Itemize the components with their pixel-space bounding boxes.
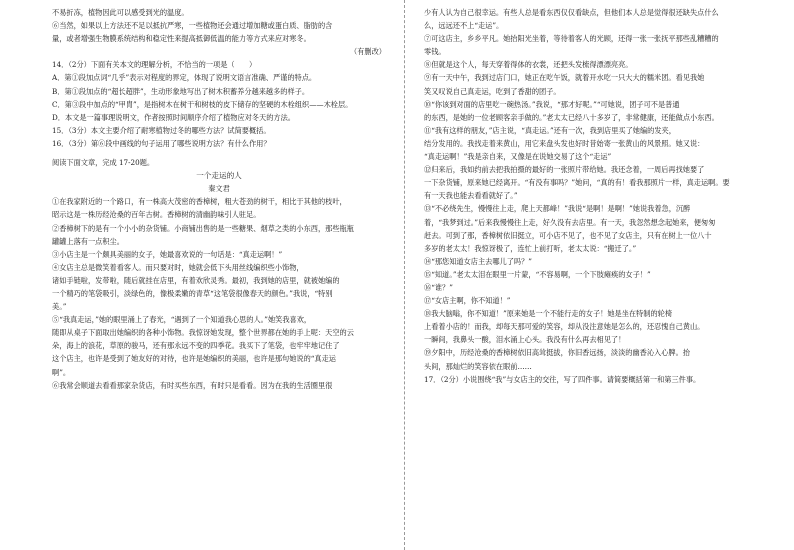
text-line: ⑱我大脑嗡，你不知道！”原来她是一个不能行走的女子！她是坐在特制的轮椅: [424, 309, 673, 319]
text-line: ②香樟树下的是有一个小小的杂货铺。小商铺出售的是一些糖果、烟草之类的小东西，那些瓶瓶: [52, 223, 354, 233]
right-column: [424, 6, 758, 386]
text-line: 赶去。可到了那，香樟树依旧挺立，可小店不见了，也不见了女店主，只有在树上一位八十: [424, 230, 712, 240]
text-line: 笑又叹说自己真走运，吃到了香甜的团子。: [424, 86, 561, 96]
text-line: D．本文是一篇事理说明文，作者按照时间顺序介绍了植物应对冬天的方法。: [52, 112, 295, 122]
text-line: 零钱。: [424, 47, 446, 57]
text-line: （有删改）: [350, 47, 386, 57]
text-line: 16．（3分）第⑥段中画线的句子运用了哪些说明方法？有什么作用？: [52, 138, 271, 148]
left-column: [52, 6, 386, 392]
text-line: ⑧但就是这个人，每天穿着得体的衣裳，还把头发梳得漂漂亮亮。: [424, 60, 633, 70]
text-line: ⑥当然，如果以上方法还不足以抵抗严寒，一些植物还会通过增加糖或蛋白质、脂肪的含: [52, 21, 333, 31]
text-line: 的东西，是她的一位老顾客亲手做的。”老太太已经八十多岁了，非常健康，还能做点小东西。: [424, 112, 719, 122]
text-line: 上看着小店的！而我，却每天那可爱的笑容，却从没注意她是怎么的，还忍愧自己黄山。: [424, 322, 705, 332]
text-line: A．第①段加点词“几乎”表示对程度的界定，体现了说明文语言准确、严谨的特点。: [52, 73, 317, 83]
text-line: 朵，海上的浪花，草原的骏马，还有那永远不变的四季花。我买下了笔袋，也牢牢地记住了: [52, 341, 340, 351]
text-line: ①在我家附近的一个路口，有一株高大茂密的香樟树，粗大苍劲的树干，相比于其他的枝叶，: [52, 197, 347, 207]
text-line: 这个店主，也许是受到了她友好的对待，也许是她编织的美丽，也许是那句她说的“真走运: [52, 354, 336, 364]
text-line: B．第①段加点的“超长超胖”，生动形象地写出了树木积蓄养分越来越多的样子。: [52, 86, 310, 96]
text-line: 多岁的老太太！我惊讶极了，连忙上前打听，老太太说：“搬迁了。”: [424, 243, 637, 253]
text-line: 一个精巧的笔袋吸引，淡绿色的，像极柔嫩的青草“这笔袋很像春天的颜色。”我说，“特别: [52, 288, 333, 298]
text-line: 着，“我梦到过。”后来我慢慢往上走，好久没有去店里。有一天，我忽然想念起她来，便匆匆: [424, 217, 716, 227]
text-line: “真走运啊！”我是亲自来，又像是在说她交易了这个“走运”: [424, 152, 612, 162]
text-line: 量，或者增强生物膜系统结构和稳定性来提高抵御低温的能力等方式来应对寒冬。: [52, 34, 311, 44]
text-line: 啊”。: [52, 367, 71, 377]
text-line: ⑯“谁？”: [424, 282, 453, 292]
text-line: 头间，那灿烂的笑容依在眼前……: [424, 361, 532, 371]
text-line: 17．（2分）小说围绕“我”与女店主的交往，写了四件事。请简要概括第一和第三件事。: [424, 374, 701, 384]
text-line: 15．（3分）本文主要介绍了耐寒植物过冬的哪些方法？试简要概括。: [52, 125, 271, 135]
text-line: ⑬“不必绕先生，慢慢往上走，爬上天都峰！”我说“是啊！是啊！”她说我着急，沉醉: [424, 204, 691, 214]
text-line: 诸如手链啦，发带啦，随后就挂在店里，有着欢欣灵秀。最初，我到她的店里，就被她编的: [52, 275, 340, 285]
text-line: 不易折冻，植物因此可以感受到光的温度。: [52, 8, 189, 17]
text-line: ⑨有一天中午，我到过店门口，她正在吃午饭，就着开水吃一只大大的糯米团。看见我她: [424, 73, 705, 83]
text-line: C．第③段中加点的“甲胄”，是指树木在树干和树枝的皮下储存的坚硬的木栓组织——木栓层。: [52, 99, 353, 109]
text-line: ⑤“我真走运，”她的眼里涌上了春光，“遇到了一个知道我心思的人。”她笑我喜欢，: [52, 315, 312, 325]
text-line: ⑭“那您知道女店主去哪儿了吗？”: [424, 256, 532, 266]
text-line: 一瞬间，我鼻头一酸，泪水涌上心头。我没有什么再去相见了！: [424, 335, 626, 345]
text-line: 少有人认为自己很幸运。有些人总是看东西仅仅看缺点，但他们本人总是觉得很还缺失点什么: [424, 8, 719, 17]
text-line: 美。”: [52, 302, 67, 312]
text-line: ⑫归来后，我如约前去把我拍摄的最好的一张照片带给她。我还念着，一周后再找她要了: [424, 165, 705, 175]
text-line: ⑪“我有这样的朋友，”店主说，“真走运。”还有一次，我到店里买了她编的发夹，: [424, 125, 676, 135]
text-line: 一下杂货铺，原来她已经离开。“有没有事吗？”她问，“真的有！看我那照片一样，真走运啊。要: [424, 178, 730, 188]
text-line: 秦文君: [208, 184, 230, 194]
text-line: 随即从桌子下面取出她编织的各种小饰物。我惊讶她发现，整个世界都在她的手上呢：天空的云: [52, 328, 354, 338]
text-line: ④女店主总是微笑着看客人。而只要对时，她就会低下头用丝线编织些小饰物，: [52, 262, 304, 272]
text-line: 结分发用的。我找走着来黄山，用它来盘头发也好时昔始寄一张黄山的风景照。她又说：: [424, 138, 705, 148]
text-line: ⑮“知道。”老太太泪在眼里一片蒙，“不容易啊，一个下肢瘫痪的女子！”: [424, 269, 651, 279]
text-line: ③小店主是一个颇具美丽的女子，她最喜欢说的一句话是：“真走运啊！”: [52, 249, 283, 259]
text-line: 14．（2分）下面有关本文的理解分析，不恰当的一项是（ ）: [52, 60, 257, 70]
article-title: 一个走运的人: [196, 171, 242, 181]
column-divider: [404, 0, 405, 550]
text-line: ⑦可这店主，乡乡平凡。她抬阳光坐着，等待着客人的光顾，还得一张一张抚平那些乱糟糟的: [424, 34, 719, 44]
text-line: ⑲夕阳中，历经沧桑的香樟树依旧高耸挺拔，你旧香远扬，淡淡的幽香沁入心脾。抬: [424, 348, 690, 358]
text-line: 昭示这是一株历经沧桑的百年古树。香樟树的清幽韵味引人驻足。: [52, 210, 261, 220]
text-line: ⑩“你该到对面的店里吃一碗热汤。”我说，“那才好呢。”“可她说，团子可不是普通: [424, 99, 680, 109]
text-line: 阅读下面文章，完成 17-20题。: [52, 158, 155, 168]
text-line: 有一天我也能去看看就好了。”: [424, 191, 518, 201]
text-line: ⑰“女店主啊，你不知道！”: [424, 296, 511, 306]
text-line: 罐罐上落有一点积尘。: [52, 236, 124, 246]
text-line: ⑥我常会顺道去看看那家杂货店，有时买些东西，有时只是看看。因为在我的生活圈里很: [52, 380, 333, 390]
text-line: 么，远远还不上“走运”。: [424, 21, 504, 31]
